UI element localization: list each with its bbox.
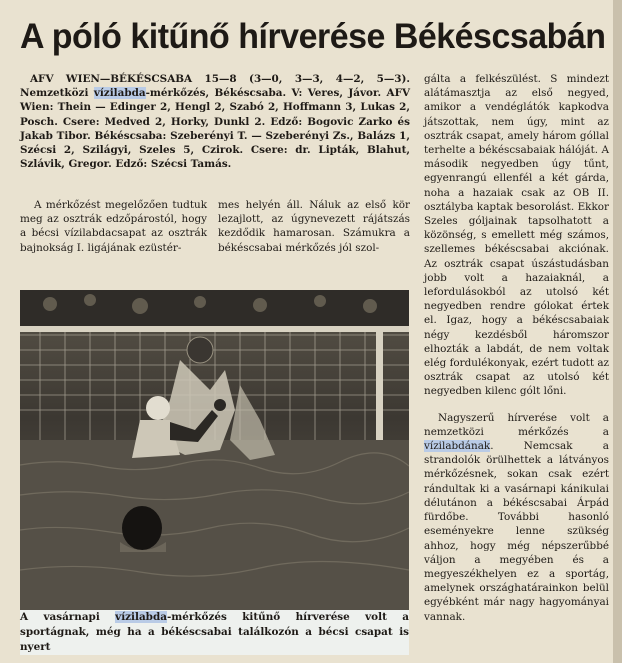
column-3-paragraph-2	[424, 411, 609, 624]
match-summary	[20, 72, 410, 171]
photo-caption	[20, 610, 409, 655]
caption-after: -mérkőzés kitűnő hírverése volt a sportágnak, még ha a békéscsabai találkozón a bécsi csapat is nyert	[20, 611, 409, 653]
column-2-text: mes helyén áll. Náluk az első kör lezajlott, az úgynevezett rájátszás kezdődik hamarosan. Számukra a békéscsabai mérkőzés jól szol-	[218, 199, 410, 254]
article-column-1	[20, 198, 207, 255]
caption-before: A vasárnapi	[20, 611, 100, 623]
paragraph-2-before: Nagyszerű hírverése volt a nemzetközi mérkőzés a	[424, 411, 609, 438]
caption-highlight-vizilabda: vízilabda	[115, 611, 167, 623]
paragraph-2-after: . Nemcsak a strandolók örülhettek a látványos mérkőzésnek, sokan csak ezért rándultak ki a vasárnapi kánikulai délutánon a békéscsabai Árpád fürdőbe. További hasonló eseményekre lenne szükség ahhoz, hogy még népszerűbbé váljon a megyében és a megyeszékhelyen ez a sportág, amelynek országhatárainkon belül egyébként már nagy hagyományai vannak.	[424, 440, 609, 623]
column-3-paragraph-1: gálta a felkészülést. S mindezt alátámasztja az első negyed, amikor a vendéglátók kapkodva játszottak, nem úgy, mint az osztrák csapat, amely három góllal terhelte a békéscsabaiak hálóját. A második negyedben úgy tűnt, egyenrangú ellenfél a két gárda, noha a hazaiak csak az OB II. osztályba kaptak besorolást. Ekkor Szeles góljainak tapsolhatott a közönség, s emellett még számos, szellemes békéscsabai akciónak. Az osztrák csapat úszástudásban jobb volt a hazaiaknál, a lefordulásokból az utolsó két negyedben rendre gólokat értek el. Igaz, hogy a békéscsabaiak négy kezdésből háromszor elhozták a labdát, de nem voltak elég fordulékonyak, ezért tudott az osztrák csapat az utolsó két negyedben kilenc gólt lőni.	[424, 73, 609, 398]
article-column-3	[424, 72, 609, 624]
article-headline: A póló kitűnő hírverése Békéscsabán	[20, 17, 606, 56]
match-score-line: AFV WIEN—BÉKÉSCSABA 15—8 (3—0, 3—3, 4—2, 5—3).	[30, 73, 410, 85]
highlight-vizilabda: vízilabda	[93, 87, 146, 100]
photo-illustration	[20, 290, 409, 610]
highlight-vizilabdanak: vízilabdának	[424, 440, 491, 453]
article-column-2	[218, 198, 410, 255]
column-1-text: A mérkőzést megelőzően tudtuk meg az osztrák edzőpárostól, hogy a bécsi vízilabdacsapat az osztrák bajnokság I. ligájának ezüstér-	[20, 199, 207, 254]
scan-edge	[613, 0, 622, 663]
lead-text-after: -mérkőzés, Békéscsaba. V: Veres, Jávor. AFV Wien: Thein — Edinger 2, Hengl 2, Szabó 2, Hoffmann 3, Lukas 2, Posch. Csere: Medved 2, Horky, Dunkl 2. Edző: Bogovic Zarko és Jakab Tibor. Békéscsaba: Szeberényi T. — Szeberényi Zs., Balázs 1, Szécsi 2, Szilágyi, Szeles 5, Czirok. Csere: dr. Lipták, Blahut, Szlávik, Gregor. Edző: Szécsi Tamás.	[20, 87, 411, 171]
waterpolo-photo	[20, 290, 409, 610]
lead-text-before: Nemzetközi	[20, 87, 89, 100]
